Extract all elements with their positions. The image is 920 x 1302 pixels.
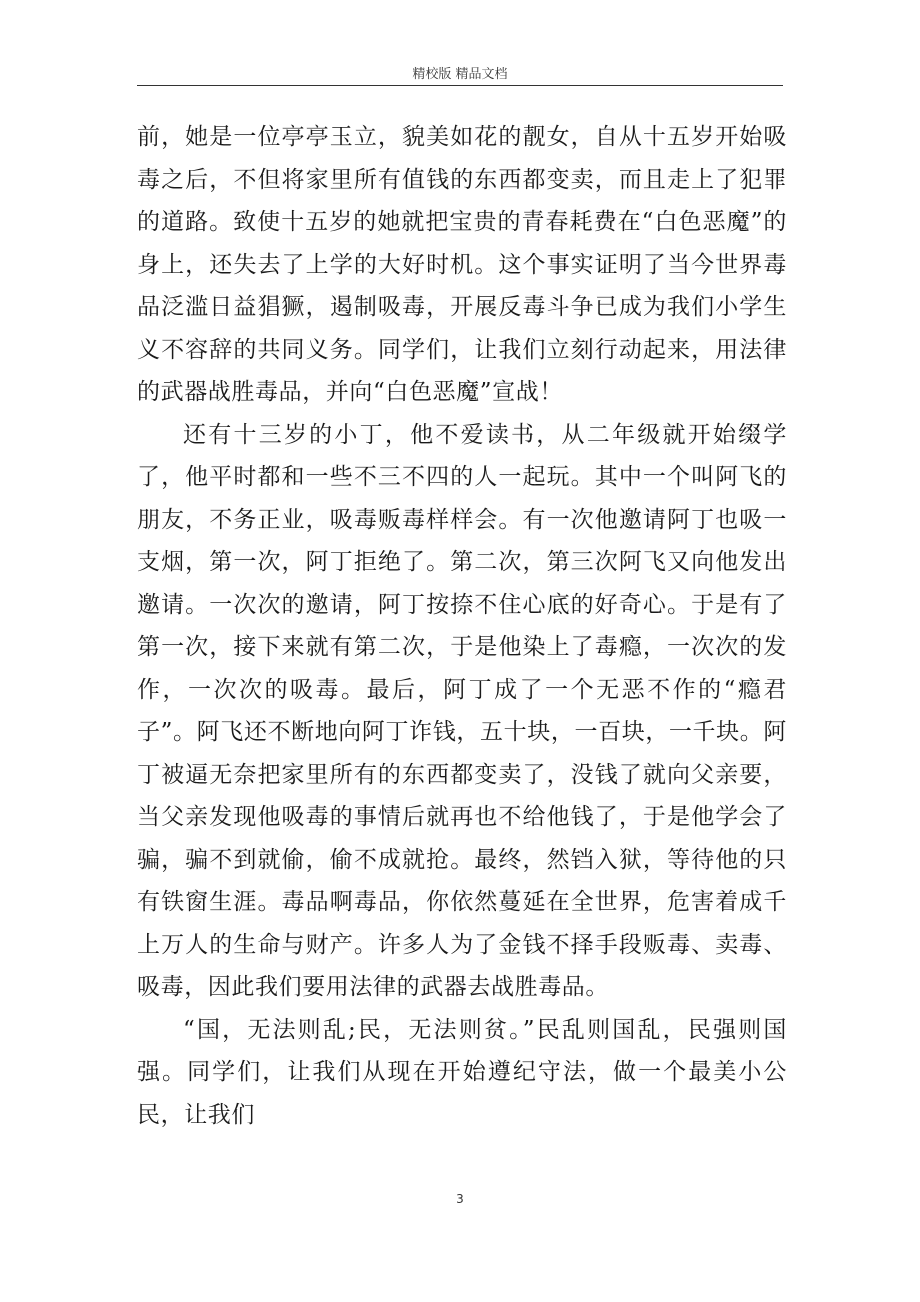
- paragraph-law-appeal: “国，无法则乱;民，无法则贫。”民乱则国乱，民强则国强。同学们，让我们从现在开始遵纪守法，做一个最美小公民，让我们: [137, 1016, 787, 1128]
- header-divider: [137, 85, 783, 86]
- document-body: [137, 116, 787, 1136]
- page-header: 精校版 精品文档: [412, 67, 508, 82]
- page-number: 3: [456, 1192, 464, 1206]
- paragraph-continued: 前，她是一位亭亭玉立，貌美如花的靓女，自从十五岁开始吸毒之后，不但将家里所有值钱的东西都变卖，而且走上了犯罪的道路。致使十五岁的她就把宝贵的青春耗费在“白色恶魔”的身上，还失去了上学的大好时机。这个事实证明了当今世界毒品泛滥日益猖獗，遏制吸毒，开展反毒斗争已成为我们小学生义不容辞的共同义务。同学们，让我们立刻行动起来，用法律的武器战胜毒品，并向“白色恶魔”宣战！: [137, 124, 787, 405]
- paragraph-xiaoding-story: 还有十三岁的小丁，他不爱读书，从二年级就开始缀学了，他平时都和一些不三不四的人一起玩。其中一个叫阿飞的朋友，不务正业，吸毒贩毒样样会。有一次他邀请阿丁也吸一支烟，第一次，阿丁拒绝了。第二次，第三次阿飞又向他发出邀请。一次次的邀请，阿丁按捺不住心底的好奇心。于是有了第一次，接下来就有第二次，于是他染上了毒瘾，一次次的发作，一次次的吸毒。最后，阿丁成了一个无恶不作的“瘾君子”。阿飞还不断地向阿丁诈钱，五十块，一百块，一千块。阿丁被逼无奈把家里所有的东西都变卖了，没钱了就向父亲要，当父亲发现他吸毒的事情后就再也不给他钱了，于是他学会了骗，骗不到就偷，偷不成就抢。最终，然铛入狱，等待他的只有铁窗生涯。毒品啊毒品，你依然蔓延在全世界，危害着成千上万人的生命与财产。许多人为了金钱不择手段贩毒、卖毒、吸毒，因此我们要用法律的武器去战胜毒品。: [137, 421, 787, 1000]
